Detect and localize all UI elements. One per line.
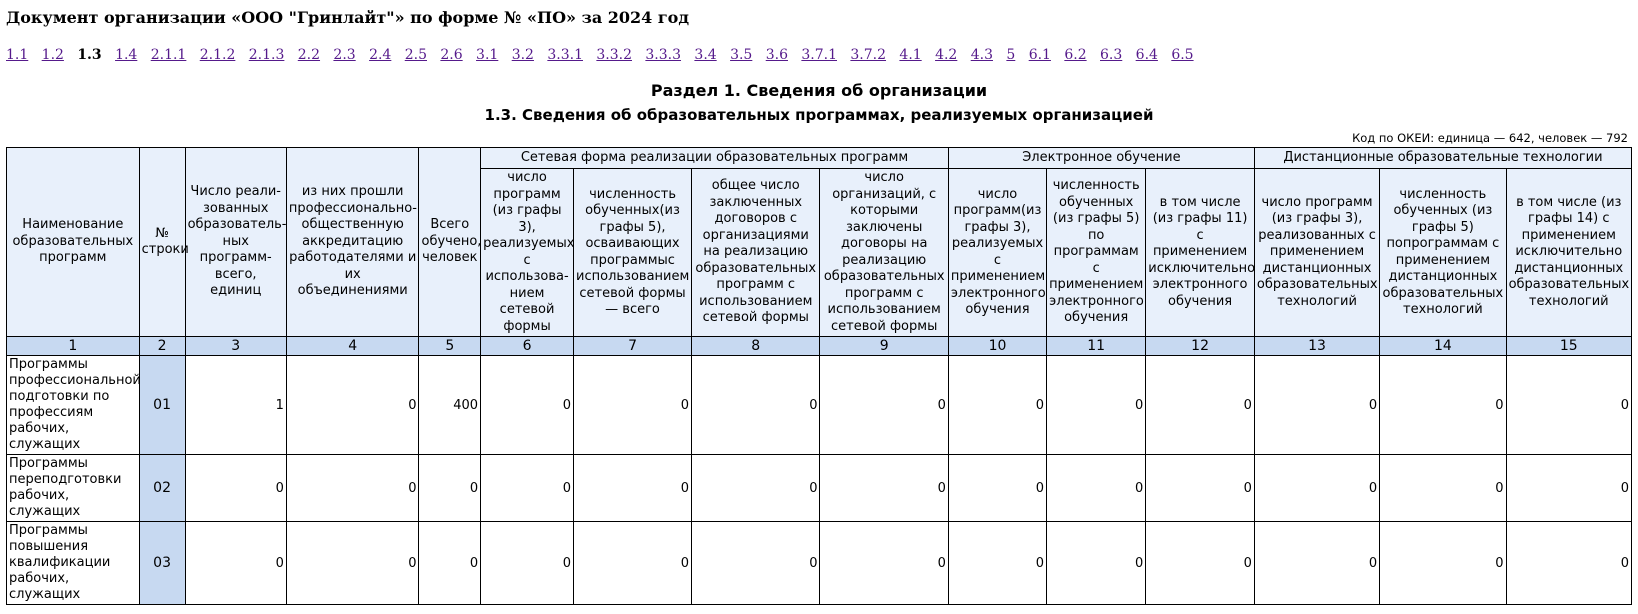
- column-number: 2: [139, 337, 185, 356]
- value-cell: 0: [574, 356, 692, 455]
- value-cell: 0: [481, 455, 574, 522]
- value-cell: 0: [574, 522, 692, 605]
- column-number: 12: [1146, 337, 1255, 356]
- value-cell: 0: [419, 455, 481, 522]
- programs-table: [6, 147, 1632, 605]
- nav-link[interactable]: 6.2: [1064, 47, 1087, 63]
- value-cell: 0: [1506, 522, 1631, 605]
- section-nav: [6, 47, 1207, 63]
- header-col-9: число организаций, с которыми заключены договоры на реализацию образовательных программ с использованием сетевой формы: [820, 169, 948, 337]
- value-cell: 0: [1380, 356, 1506, 455]
- column-number: 9: [820, 337, 948, 356]
- value-cell: 0: [692, 522, 820, 605]
- value-cell: 0: [820, 455, 948, 522]
- nav-link[interactable]: 3.7.2: [850, 47, 887, 63]
- value-cell: 0: [820, 356, 948, 455]
- nav-link[interactable]: 2.4: [369, 47, 392, 63]
- value-cell: 0: [1146, 455, 1255, 522]
- header-col-6: число программ (из графы 3), реализуемых с использова-нием сетевой формы: [481, 169, 574, 337]
- nav-link[interactable]: 1.1: [6, 47, 29, 63]
- nav-link[interactable]: 6.1: [1028, 47, 1051, 63]
- value-cell: 0: [692, 356, 820, 455]
- column-number: 3: [185, 337, 286, 356]
- value-cell: 0: [948, 522, 1046, 605]
- value-cell: 0: [1506, 356, 1631, 455]
- nav-link[interactable]: 3.3.3: [645, 47, 682, 63]
- value-cell: 0: [481, 356, 574, 455]
- value-cell: 0: [1146, 356, 1255, 455]
- value-cell: 0: [1380, 522, 1506, 605]
- header-col-10: число программ(из графы 3), реализуемых с применением электронного обучения: [948, 169, 1046, 337]
- nav-link[interactable]: 4.2: [935, 47, 958, 63]
- nav-link[interactable]: 2.2: [297, 47, 321, 63]
- nav-link[interactable]: 4.3: [970, 47, 993, 63]
- value-cell: 0: [948, 356, 1046, 455]
- nav-link[interactable]: 3.3.2: [596, 47, 632, 63]
- value-cell: 0: [1254, 455, 1379, 522]
- column-number: 5: [419, 337, 481, 356]
- header-col-12: в том числе (из графы 11) с применением исключительно электронного обучения: [1146, 169, 1255, 337]
- value-cell: 1: [185, 356, 286, 455]
- header-col-7: численность обученных(из графы 5), осваивающих программыс использованием сетевой формы — всего: [574, 169, 692, 337]
- value-cell: 0: [1047, 455, 1146, 522]
- nav-link[interactable]: 3.4: [694, 47, 717, 63]
- nav-link[interactable]: 2.3: [333, 47, 356, 63]
- nav-link[interactable]: 3.5: [730, 47, 753, 63]
- program-name-cell: Программы профессиональной подготовки по профессиям рабочих, служащих: [7, 356, 140, 455]
- value-cell: 0: [820, 522, 948, 605]
- header-col-5: Всего обучено, человек: [419, 148, 481, 337]
- subsection-title: 1.3. Сведения об образовательных программах, реализуемых организацией: [484, 106, 1154, 124]
- row-code-cell: 03: [139, 522, 185, 605]
- column-number: 6: [481, 337, 574, 356]
- column-number: 11: [1047, 337, 1146, 356]
- header-col-13: число программ (из графы 3), реализованных с применением дистанционных образовательных технологий: [1254, 169, 1379, 337]
- value-cell: 0: [948, 455, 1046, 522]
- nav-link[interactable]: 6.3: [1100, 47, 1123, 63]
- nav-link[interactable]: 4.1: [899, 47, 922, 63]
- value-cell: 0: [481, 522, 574, 605]
- value-cell: 0: [1380, 455, 1506, 522]
- header-col-15: в том числе (из графы 14) с применением исключительно дистанционных образовательных технологий: [1506, 169, 1631, 337]
- okei-note: Код по ОКЕИ: единица — 642, человек — 792: [1352, 131, 1628, 145]
- nav-link[interactable]: 3.6: [765, 47, 788, 63]
- column-number: 8: [692, 337, 820, 356]
- program-name-cell: Программы переподготовки рабочих, служащих: [7, 455, 140, 522]
- nav-link[interactable]: 2.6: [440, 47, 463, 63]
- section-title: Раздел 1. Сведения об организации: [650, 81, 988, 100]
- row-code-cell: 02: [139, 455, 185, 522]
- value-cell: 0: [1254, 356, 1379, 455]
- nav-link[interactable]: 2.1.3: [248, 47, 285, 63]
- column-number: 13: [1254, 337, 1379, 356]
- value-cell: 0: [1254, 522, 1379, 605]
- value-cell: 0: [1047, 356, 1146, 455]
- value-cell: 0: [185, 455, 286, 522]
- header-col-4: из них прошли профессионально-общественную аккредитацию работодателями и их объединениями: [286, 148, 419, 337]
- group-network-form: Сетевая форма реализации образовательных программ: [481, 148, 949, 169]
- table-row: [7, 522, 1632, 605]
- header-col-8: общее число заключенных договоров с организациями на реализацию образовательных программ с использованием сетевой формы: [692, 169, 820, 337]
- column-number: 7: [574, 337, 692, 356]
- nav-link[interactable]: 1.4: [115, 47, 138, 63]
- table-row: [7, 356, 1632, 455]
- program-name-cell: Программы повышения квалификации рабочих, служащих: [7, 522, 140, 605]
- value-cell: 0: [1047, 522, 1146, 605]
- value-cell: 0: [286, 522, 419, 605]
- nav-link[interactable]: 2.1.2: [199, 47, 236, 63]
- nav-link[interactable]: 5: [1006, 47, 1016, 63]
- value-cell: 0: [286, 356, 419, 455]
- document-title: Документ организации «ООО "Гринлайт"» по форме № «ПО» за 2024 год: [6, 8, 690, 27]
- column-number: 10: [948, 337, 1046, 356]
- nav-link[interactable]: 3.7.1: [801, 47, 837, 63]
- nav-link[interactable]: 6.4: [1135, 47, 1158, 63]
- value-cell: 0: [185, 522, 286, 605]
- column-number: 14: [1380, 337, 1506, 356]
- row-code-cell: 01: [139, 356, 185, 455]
- header-row-number: № строки: [139, 148, 185, 337]
- value-cell: 0: [1506, 455, 1631, 522]
- header-col-3: Число реали-зованных образователь-ных программ-всего, единиц: [185, 148, 286, 337]
- value-cell: 400: [419, 356, 481, 455]
- column-number: 1: [7, 337, 140, 356]
- value-cell: 0: [419, 522, 481, 605]
- column-numbers-row: [7, 337, 1632, 356]
- header-program-name: Наименование образовательных программ: [7, 148, 140, 337]
- nav-link[interactable]: 1.2: [41, 47, 64, 63]
- nav-link[interactable]: 6.5: [1171, 47, 1194, 63]
- nav-link[interactable]: 3.2: [511, 47, 534, 63]
- nav-link[interactable]: 3.3.1: [547, 47, 583, 63]
- nav-link[interactable]: 3.1: [476, 47, 499, 63]
- column-number: 15: [1506, 337, 1631, 356]
- nav-link[interactable]: 2.1.1: [150, 47, 187, 63]
- table-row: [7, 455, 1632, 522]
- header-col-11: численность обученных (из графы 5) по программам с применением электронного обучения: [1047, 169, 1146, 337]
- group-elearning: Электронное обучение: [948, 148, 1254, 169]
- value-cell: 0: [692, 455, 820, 522]
- group-distance-technologies: Дистанционные образовательные технологии: [1254, 148, 1631, 169]
- nav-current-section: 1.3: [77, 47, 102, 63]
- value-cell: 0: [286, 455, 419, 522]
- value-cell: 0: [1146, 522, 1255, 605]
- header-col-14: численность обученных (из графы 5) попрограммам с применением дистанционных образовательных технологий: [1380, 169, 1506, 337]
- column-number: 4: [286, 337, 419, 356]
- value-cell: 0: [574, 455, 692, 522]
- nav-link[interactable]: 2.5: [404, 47, 427, 63]
